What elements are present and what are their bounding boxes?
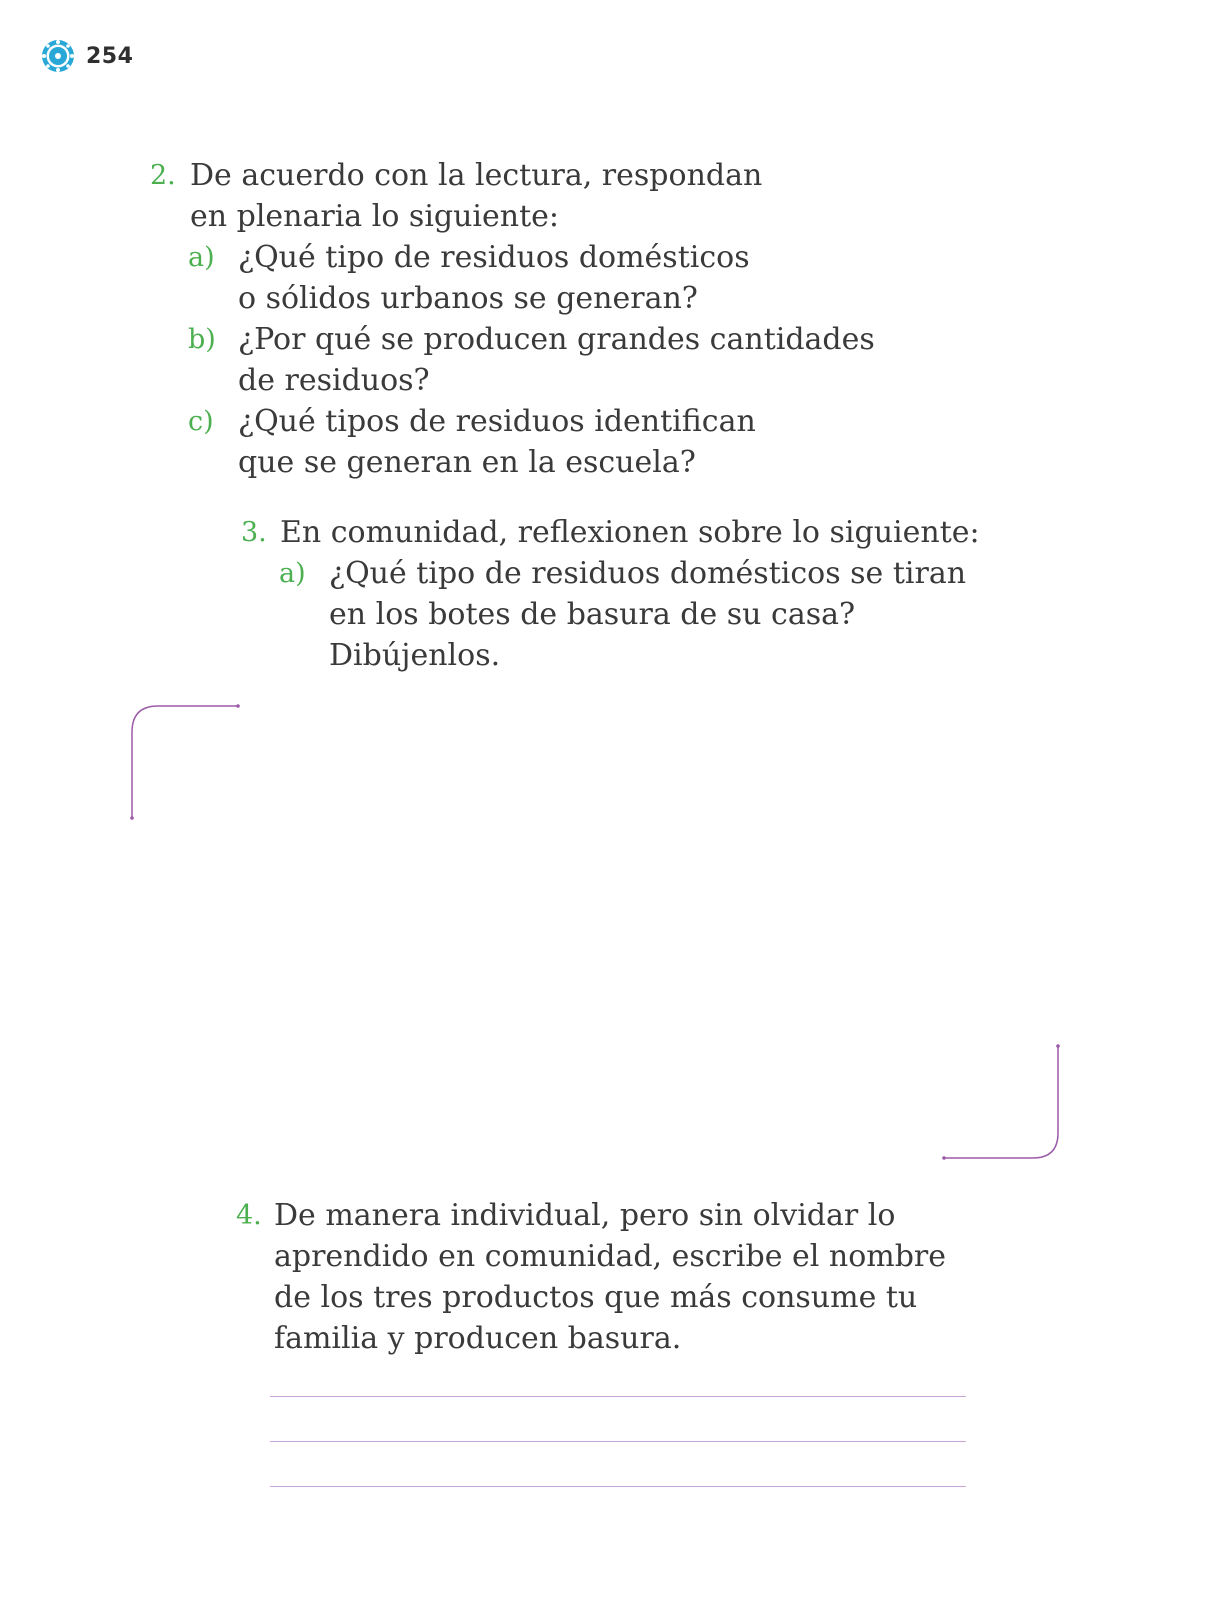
item-line: que se generan en la escuela? xyxy=(238,445,696,480)
question-3 xyxy=(241,512,1001,676)
frame-corner-top-left xyxy=(132,706,238,818)
stem-line: en plenaria lo siguiente: xyxy=(190,199,560,234)
stem-line: familia y producen basura. xyxy=(274,1321,682,1356)
stem-line: de los tres productos que más consume tu xyxy=(274,1280,918,1315)
item-letter: a) xyxy=(188,242,215,273)
question-4 xyxy=(236,1195,976,1359)
item-line: ¿Qué tipo de residuos domésticos xyxy=(238,240,750,275)
frame-corner-dot xyxy=(1056,1044,1060,1048)
question-2 xyxy=(150,155,910,483)
answer-line[interactable] xyxy=(270,1486,966,1487)
frame-corner-bottom-right xyxy=(944,1046,1058,1158)
answer-line[interactable] xyxy=(270,1441,966,1442)
question-2-stem xyxy=(150,155,910,237)
answer-line[interactable] xyxy=(270,1396,966,1397)
question-2-item-a xyxy=(150,237,910,319)
question-number: 2. xyxy=(150,160,176,191)
item-line: Dibújenlos. xyxy=(329,638,501,673)
question-number: 3. xyxy=(241,517,267,548)
frame-corner-dot xyxy=(130,816,134,820)
item-line: o sólidos urbanos se generan? xyxy=(238,281,698,316)
circular-emblem-icon xyxy=(40,38,76,74)
question-number: 4. xyxy=(236,1200,262,1231)
stem-line: De acuerdo con la lectura, respondan xyxy=(190,158,763,193)
page-number: 254 xyxy=(86,43,134,69)
item-line: en los botes de basura de su casa? xyxy=(329,597,856,632)
item-line: ¿Qué tipo de residuos domésticos se tiran xyxy=(329,556,967,591)
stem-line: De manera individual, pero sin olvidar lo xyxy=(274,1198,896,1233)
question-3-item-a xyxy=(241,553,1001,676)
stem-line: aprendido en comunidad, escribe el nombre xyxy=(274,1239,947,1274)
item-letter: a) xyxy=(279,558,306,589)
question-2-item-c xyxy=(150,401,910,483)
question-3-stem xyxy=(241,512,1001,553)
question-2-item-b xyxy=(150,319,910,401)
stem-line: En comunidad, reflexionen sobre lo siguiente: xyxy=(280,515,980,550)
item-line: ¿Qué tipos de residuos identifican xyxy=(238,404,756,439)
item-line: ¿Por qué se producen grandes cantidades xyxy=(238,322,875,357)
frame-corner-dot xyxy=(236,704,240,708)
item-line: de residuos? xyxy=(238,363,430,398)
item-letter: b) xyxy=(188,324,216,355)
page-header xyxy=(40,38,133,74)
item-letter: c) xyxy=(188,406,214,437)
question-4-stem xyxy=(236,1195,976,1359)
frame-corner-dot xyxy=(942,1156,946,1160)
